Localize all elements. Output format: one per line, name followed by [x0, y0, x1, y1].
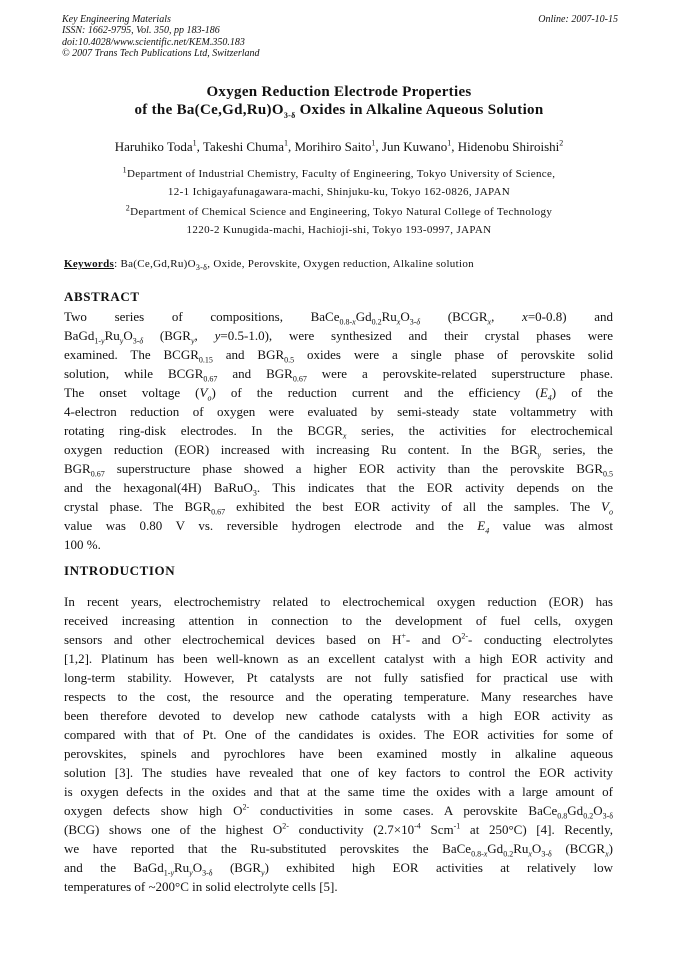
introduction-body	[64, 592, 613, 896]
title-line-2: of the $Ba(Ce,Gd,Ru)O_{3-\delta}$ Oxides in Alkaline Aqueous Solution	[134, 102, 544, 120]
text-line: compared with that of Pt. One of the candidates is oxides. The EOR activities for some of	[64, 727, 613, 742]
text-line: been therefore devoted to develop new cathode catalysts with a high EOR activity as	[64, 708, 613, 723]
abstract-heading: ABSTRACT	[64, 289, 140, 304]
online-date: Online: 2007-10-15	[538, 14, 618, 25]
affiliation-2-line-2: 1220-2 Kunugida-machi, Hachioji-shi, Tokyo 193-0997, JAPAN	[186, 224, 492, 236]
issn-line: ISSN: 1662-9795, Vol. 350, pp 183-186	[62, 25, 220, 37]
keywords-label: Keywords	[64, 258, 115, 270]
text-line: temperatures of ~200°C in solid electrolyte cells [5].	[64, 879, 338, 894]
text-line: solution, while $BCGR_{0.67}$ and $BGR_{0.67}$ were a perovskite-related superstructure phase.	[64, 366, 613, 383]
text-line: oxygen reduction (EOR) increased with increasing Ru content. In the $BGR_y$ series, the	[64, 442, 613, 459]
text-line: [1,2]. Platinum has been well-known as an excellent catalyst with a high EOR activity and	[64, 651, 613, 666]
text-line: perovskites, spinels and pyrochlores have been examined mostly in alkaline aqueous	[64, 746, 613, 761]
affiliation-2-line-1: $^2$Department of Chemical Science and Engineering, Tokyo Natural College of Technology	[125, 203, 553, 218]
keywords-text: : $Ba(Ce,Gd,Ru)O_{3-\delta}$, Oxide, Perovskite, Oxygen reduction, Alkaline solution	[114, 258, 474, 273]
journal-header	[62, 14, 618, 60]
text-line: value was 0.80 V vs. reversible hydrogen electrode and the $E_4$ value was almost	[64, 518, 613, 535]
title-line-1: Oxygen Reduction Electrode Properties	[206, 84, 472, 100]
text-line: and the $BaGd_{1-y}Ru_yO_{3-\delta}$ $(BGR_y)$ exhibited high EOR activities at relatively low	[64, 860, 613, 877]
abstract-body	[64, 307, 613, 554]
paper-title	[0, 83, 678, 119]
copyright-line: © 2007 Trans Tech Publications Ltd, Switzerland	[62, 48, 260, 60]
text-line: sensors and other electrochemical devices based on H+- and $O^{2-}-$ conducting electrolytes	[64, 631, 613, 647]
text-line: long-term stability. However, Pt catalysts are not fully satisfied for practical use with	[64, 670, 613, 685]
text-line: received increasing attention in connection to the development of fuel cells, oxygen	[64, 613, 613, 628]
doi-line: doi:10.4028/www.scientific.net/KEM.350.183	[62, 36, 245, 48]
text-line: solution [3]. The studies have revealed that one of key factors to control the EOR activity	[64, 765, 613, 780]
text-line: is oxygen defects in the oxides and that at the same time the oxides with a large amount of	[64, 784, 613, 799]
journal-name: Key Engineering Materials	[62, 14, 171, 25]
text-line: (BCG) shows one of the highest $O^{2-}$ conductivity ($2.7\times 10^{-4}$ Scm$^{-1}$ at 250°C) [4]. Recently,	[64, 821, 613, 837]
text-line: In recent years, electrochemistry related to electrochemical oxygen reduction (EOR) has	[64, 594, 613, 609]
author-list: Haruhiko Toda$^1$, Takeshi Chuma$^1$, Morihiro Saito$^1$, Jun Kuwano$^1$, Hidenobu Shiroishi$^2$	[114, 138, 564, 154]
text-line: 100 %.	[64, 537, 101, 552]
text-line: 4-electron reduction of oxygen were evaluated by semi-steady state voltammetry with	[64, 404, 613, 419]
text-line: we have reported that the Ru-substituted perovskites the $BaCe_{0.8-x}Gd_{0.2}Ru_xO_{3-\delta}$ $(BCGR_x)$	[64, 841, 613, 858]
text-line: oxygen defects show high $O^{2-}$ conductivities in some cases. A perovskite $BaCe_{0.8}Gd_{0.2}O_{3-\delta}$	[64, 802, 613, 820]
keywords-line	[64, 257, 624, 271]
text-line: examined. The $BCGR_{0.15}$ and $BGR_{0.5}$ oxides were a single phase of perovskite solid	[64, 347, 613, 364]
text-line: $BGR_{0.67}$ superstructure phase showed a higher EOR activity than the perovskite $BGR_{0.5}$	[64, 461, 613, 478]
text-line: rotating ring-disk electrodes. In the $BCGR_x$ series, the activities for electrochemical	[64, 423, 613, 440]
text-line: and the hexagonal(4H) BaRuO$_3$. This indicates that the EOR activity depends on the	[64, 480, 613, 497]
text-line: respects to the cost, the resource and the operating temperature. Many researches have	[64, 689, 613, 704]
text-line: Two series of compositions, $BaCe_{0.8-x}Gd_{0.2}Ru_xO_{3-\delta}$ ($BCGR_x$, x=0-0.8) and	[64, 309, 613, 326]
affiliation-1-line-2: 12-1 Ichigayafunagawara-machi, Shinjuku-ku, Tokyo 162-0826, JAPAN	[167, 186, 511, 198]
text-line: crystal phase. The $BGR_{0.67}$ exhibited the best EOR activity of all the samples. The $V_o$	[64, 499, 613, 516]
text-line: The onset voltage $(V_o)$ of the reduction current and the efficiency $(E_4)$ of the	[64, 385, 613, 402]
text-line: $BaGd_{1-y}Ru_yO_{3-\delta}$ ($BGR_y$, y=0.5-1.0), were synthesized and their crystal phases were	[64, 328, 613, 345]
introduction-heading: INTRODUCTION	[64, 563, 176, 578]
affiliation-1-line-1: $^1$Department of Industrial Chemistry, Faculty of Engineering, Tokyo University of Science,	[122, 165, 556, 180]
